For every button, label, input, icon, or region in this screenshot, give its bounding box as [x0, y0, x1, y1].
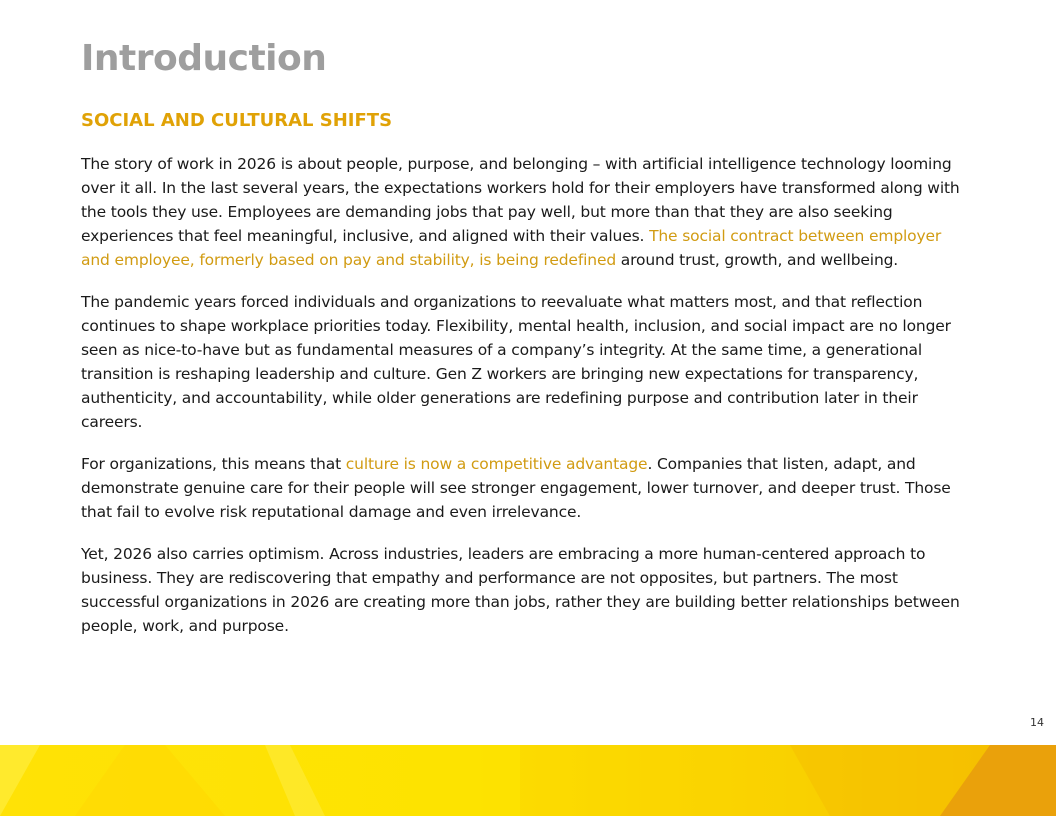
paragraph-3: [81, 452, 971, 524]
page-number: 14: [1030, 716, 1044, 729]
paragraph-1-tail: around trust, growth, and wellbeing.: [616, 251, 899, 269]
paragraph-1-lead: The story of work in 2026 is about people, purpose, and belonging – with artificial intelligence technology looming over it all. In the last several years, the expectations workers hold for their employers have transformed along with the tools they use. Employees are demanding jobs that pay well, but more than that they are also seeking experiences that feel meaningful, inclusive, and aligned with their values.: [81, 155, 960, 245]
paragraph-2: The pandemic years forced individuals and organizations to reevaluate what matters most, and that reflection continues to shape workplace priorities today. Flexibility, mental health, inclusion, and social impact are no longer seen as nice-to-have but as fundamental measures of a company’s integrity. At the same time, a generational transition is reshaping leadership and culture. Gen Z workers are bringing new expectations for transparency, authenticity, and accountability, while older generations are redefining purpose and contribution later in their careers.: [81, 293, 951, 431]
band-facet-6: [520, 745, 830, 816]
highlight-culture-advantage: culture is now a competitive advantage: [345, 455, 648, 473]
footer-decorative-band: [0, 745, 1056, 816]
body-text: [81, 152, 971, 656]
paragraph-4: Yet, 2026 also carries optimism. Across industries, leaders are embracing a more human-centered approach to business. They are rediscovering that empathy and performance are not opposites, but partners. The most successful organizations in 2026 are creating more than jobs, rather they are building better relationships between people, work, and purpose.: [81, 545, 960, 635]
paragraph-1: [81, 152, 971, 272]
band-facet-5: [290, 745, 520, 816]
page-title: Introduction: [81, 38, 327, 79]
paragraph-3-tail: . Companies that listen, adapt, and demonstrate genuine care for their people will see stronger engagement, lower turnover, and deeper trust. Those that fail to evolve risk reputational damage and even irrelevance.: [81, 455, 951, 521]
highlight-social-contract: The social contract between employer and employee, formerly based on pay and stability, is being redefined: [81, 227, 942, 269]
paragraph-3-lead: For organizations, this means that: [81, 455, 346, 473]
section-heading: SOCIAL AND CULTURAL SHIFTS: [81, 110, 393, 131]
